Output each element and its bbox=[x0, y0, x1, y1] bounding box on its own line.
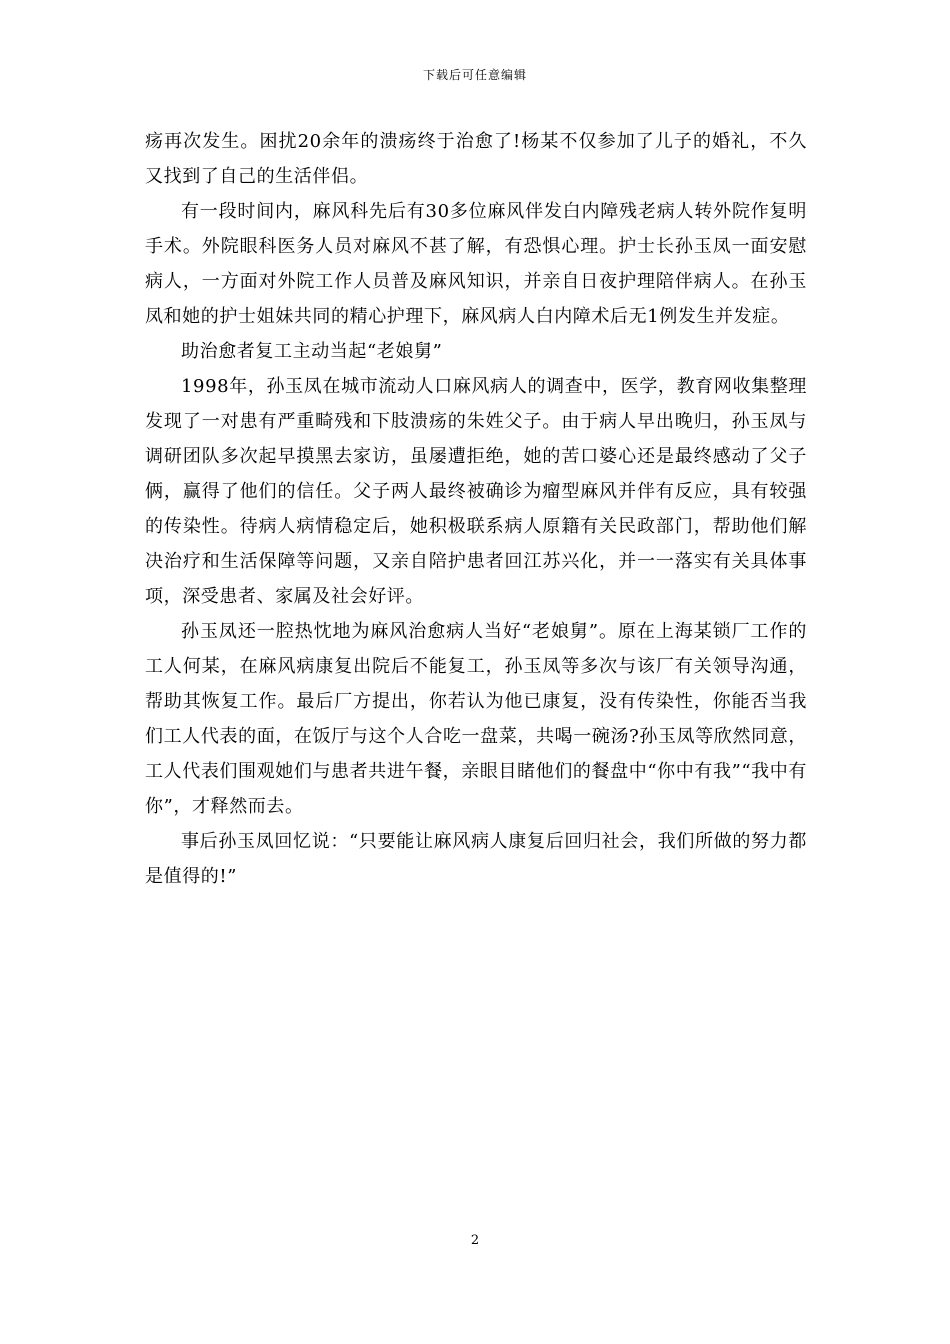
paragraph: 事后孙玉凤回忆说：“只要能让麻风病人康复后回归社会，我们所做的努力都是值得的!” bbox=[145, 831, 807, 887]
page-header: 下载后可任意编辑 bbox=[422, 68, 527, 82]
paragraph: 疡再次发生。困扰20余年的溃疡终于治愈了!杨某不仅参加了儿子的婚礼，不久又找到了自己的生活伴侣。 bbox=[145, 131, 807, 187]
document-body bbox=[145, 124, 807, 894]
paragraph: 孙玉凤还一腔热忱地为麻风治愈病人当好“老娘舅”。原在上海某锁厂工作的工人何某，在麻风病康复出院后不能复工，孙玉凤等多次与该厂有关领导沟通，帮助其恢复工作。最后厂方提出，你若认为他已康复，没有传染性，你能否当我们工人代表的面，在饭厅与这个人合吃一盘菜，共喝一碗汤?孙玉凤等欣然同意，工人代表们围观她们与患者共进午餐，亲眼目睹他们的餐盘中“你中有我”“我中有你”，才释然而去。 bbox=[145, 621, 807, 817]
paragraph: 1998年，孙玉凤在城市流动人口麻风病人的调查中，医学，教育网收集整理发现了一对患有严重畸残和下肢溃疡的朱姓父子。由于病人早出晚归，孙玉凤与调研团队多次起早摸黑去家访，虽屡遭拒绝，她的苦口婆心还是最终感动了父子俩，赢得了他们的信任。父子两人最终被确诊为瘤型麻风并伴有反应，具有较强的传染性。待病人病情稳定后，她积极联系病人原籍有关民政部门，帮助他们解决治疗和生活保障等问题，又亲自陪护患者回江苏兴化，并一一落实有关具体事项，深受患者、家属及社会好评。 bbox=[145, 376, 807, 607]
section-heading: 助治愈者复工主动当起“老娘舅” bbox=[181, 341, 443, 362]
page-number: 2 bbox=[470, 1233, 480, 1248]
paragraph: 有一段时间内，麻风科先后有30多位麻风伴发白内障残老病人转外院作复明手术。外院眼科医务人员对麻风不甚了解，有恐惧心理。护士长孙玉凤一面安慰病人，一方面对外院工作人员普及麻风知识，并亲自日夜护理陪伴病人。在孙玉凤和她的护士姐妹共同的精心护理下，麻风病人白内障术后无1例发生并发症。 bbox=[145, 201, 807, 327]
